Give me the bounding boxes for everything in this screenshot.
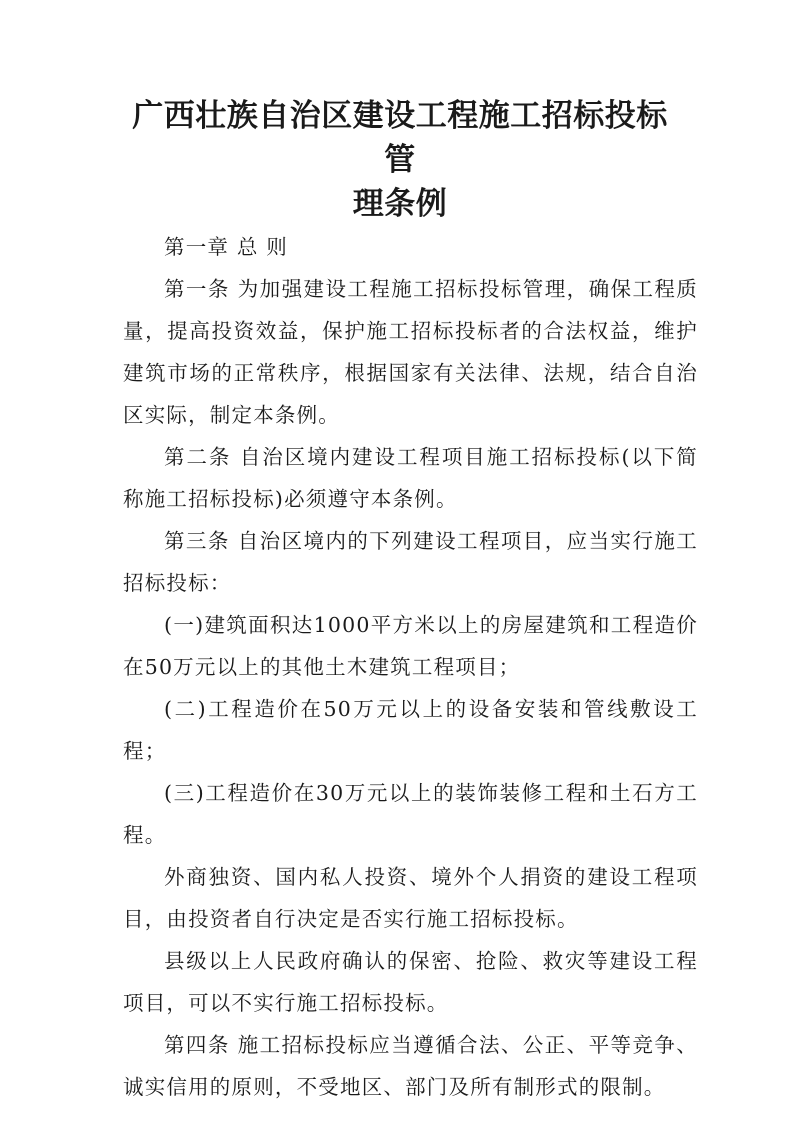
- article-3-clause-exemption: 县级以上人民政府确认的保密、抢险、救灾等建设工程项目，可以不实行施工招标投标。: [123, 949, 698, 1015]
- document-title: [120, 94, 680, 226]
- article-3-item-2: (二)工程造价在50万元以上的设备安装和管线敷设工程；: [123, 697, 698, 763]
- article-4-paragraph: 第四条 施工招标投标应当遵循合法、公正、平等竞争、诚实信用的原则，不受地区、部门及所有制形式的限制。: [123, 1033, 698, 1099]
- article-3-item-3: (三)工程造价在30万元以上的装饰装修工程和土石方工程。: [123, 781, 698, 847]
- document-title-line-2: 理条例: [352, 186, 448, 222]
- article-3-paragraph: 第三条 自治区境内的下列建设工程项目，应当实行施工招标投标：: [123, 529, 698, 595]
- article-2-paragraph: 第二条 自治区境内建设工程项目施工招标投标(以下简称施工招标投标)必须遵守本条例。: [123, 445, 698, 511]
- article-3-item-1: (一)建筑面积达1000平方米以上的房屋建筑和工程造价在50万元以上的其他土木建筑工程项目；: [123, 613, 698, 679]
- article-3-clause-foreign-private: 外商独资、国内私人投资、境外个人捐资的建设工程项目，由投资者自行决定是否实行施工招标投标。: [123, 865, 698, 931]
- document-body: [123, 226, 698, 1108]
- document-title-line-1: 广西壮族自治区建设工程施工招标投标管: [132, 98, 668, 178]
- chapter-heading: 第一章 总 则: [164, 235, 288, 259]
- article-1-paragraph: 第一条 为加强建设工程施工招标投标管理，确保工程质量，提高投资效益，保护施工招标投标者的合法权益，维护建筑市场的正常秩序，根据国家有关法律、法规，结合自治区实际，制定本条例。: [123, 277, 698, 427]
